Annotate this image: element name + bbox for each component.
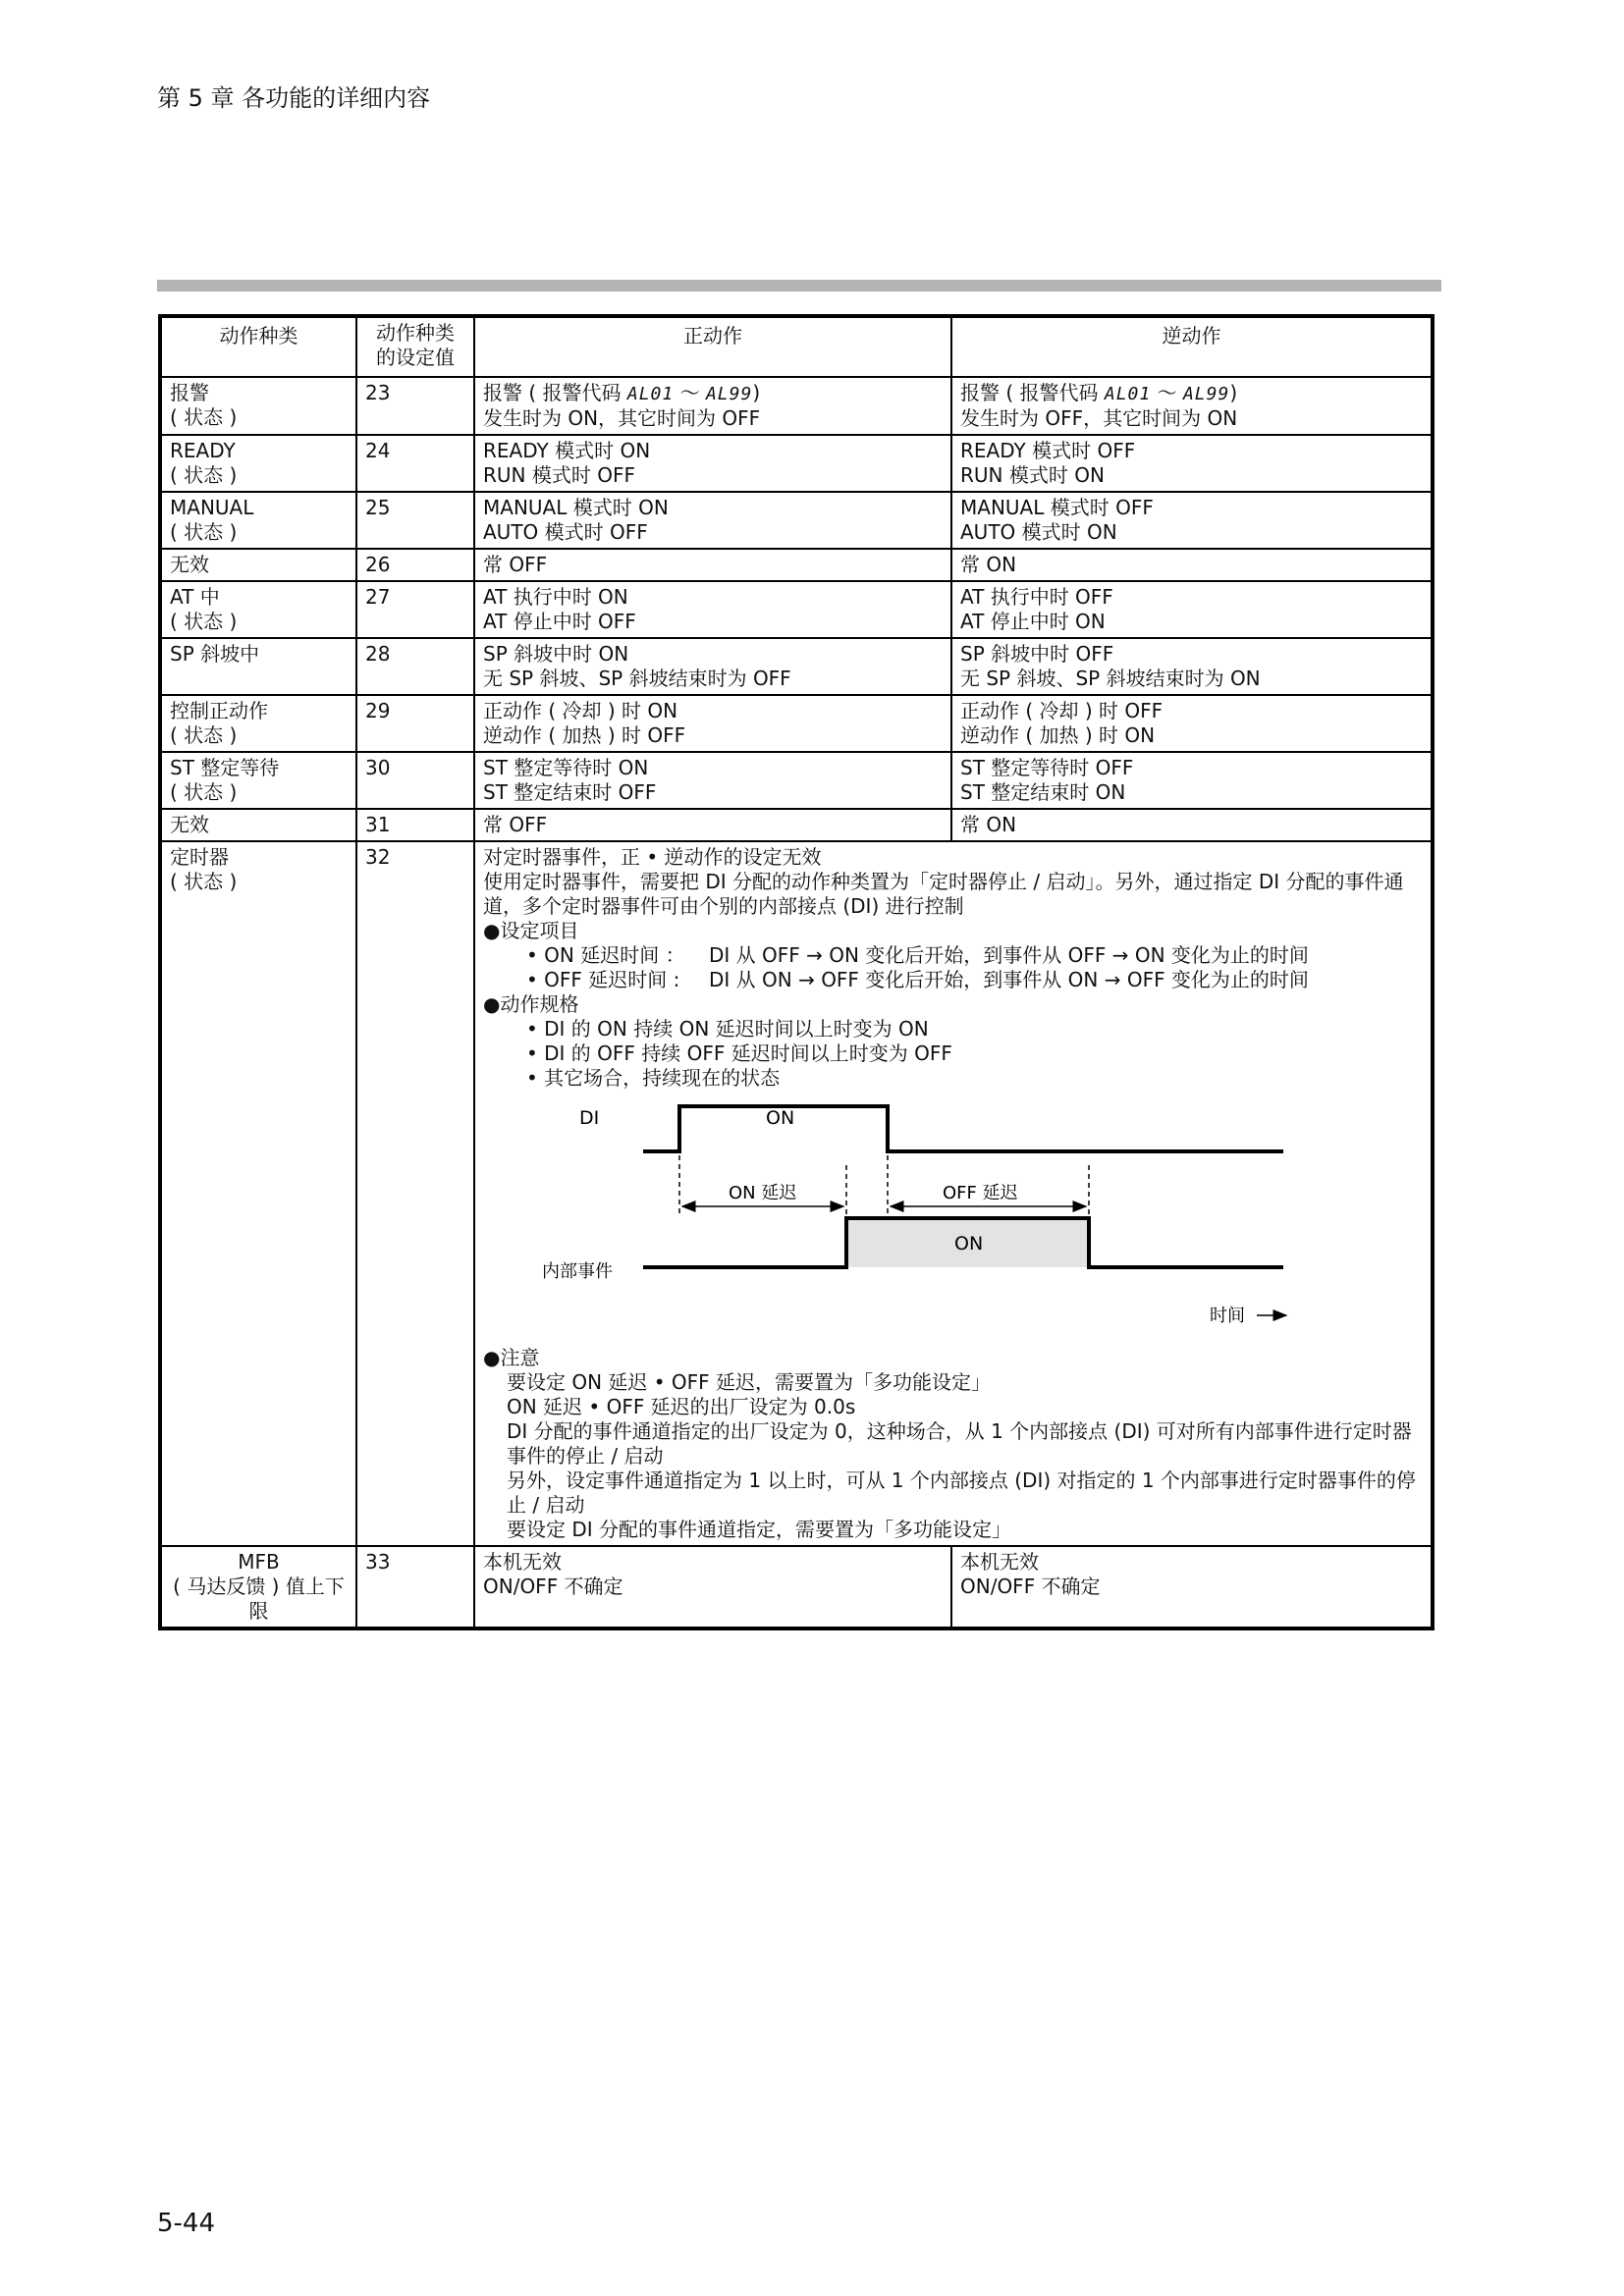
reverse-cell: MANUAL 模式时 OFF AUTO 模式时 ON <box>951 492 1433 549</box>
action-type-table <box>158 314 1435 1630</box>
spec-item: • DI 的 OFF 持续 OFF 延迟时间以上时变为 OFF <box>526 1041 952 1065</box>
timer-intro-1: 对定时器事件，正 • 逆动作的设定无效 <box>483 845 822 869</box>
kind-cell: 控制正动作 ( 状态 ) <box>160 695 356 752</box>
forward-cell: 常 OFF <box>474 809 951 841</box>
value-cell: 25 <box>356 492 474 549</box>
value-cell: 32 <box>356 841 474 1546</box>
value-cell: 26 <box>356 549 474 581</box>
value-cell: 24 <box>356 435 474 492</box>
note-title: ●注意 <box>483 1346 540 1369</box>
setting-on-delay <box>483 943 1427 968</box>
table-row <box>160 549 1433 581</box>
kind-cell: 无效 <box>160 809 356 841</box>
reverse-cell: READY 模式时 OFF RUN 模式时 ON <box>951 435 1433 492</box>
reverse-cell: SP 斜坡中时 OFF 无 SP 斜坡、SP 斜坡结束时为 ON <box>951 638 1433 695</box>
notes-block <box>483 1370 1427 1542</box>
alarm-code: AL01 <box>626 384 675 404</box>
setting-value: DI 从 ON → OFF 变化后开始，到事件从 ON → OFF 变化为止的时间 <box>709 968 1309 991</box>
note-item: 要设定 ON 延迟 • OFF 延迟，需要置为「多功能设定」 <box>507 1370 992 1394</box>
table-row <box>160 752 1433 809</box>
forward-cell: SP 斜坡中时 ON 无 SP 斜坡、SP 斜坡结束时为 OFF <box>474 638 951 695</box>
value-cell: 28 <box>356 638 474 695</box>
note-item: 要设定 DI 分配的事件通道指定，需要置为「多功能设定」 <box>507 1518 1012 1541</box>
timer-intro-2: 使用定时器事件，需要把 DI 分配的动作种类置为「定时器停止 / 启动」。另外，通过指定 DI 分配的事件通道，多个定时器事件可由个别的内部接点 (DI) 进行控制 <box>483 870 1404 918</box>
forward-cell: READY 模式时 ON RUN 模式时 OFF <box>474 435 951 492</box>
chapter-title: 第 5 章 各功能的详细内容 <box>157 84 431 112</box>
forward-cell <box>474 377 951 435</box>
event-signal-label: 内部事件 <box>542 1261 613 1282</box>
note-item: ON 延迟 • OFF 延迟的出厂设定为 0.0s <box>507 1395 856 1418</box>
setting-value: DI 从 OFF → ON 变化后开始，到事件从 OFF → ON 变化为止的时间 <box>709 943 1309 967</box>
alarm-code: AL99 <box>705 384 753 404</box>
table-row <box>160 581 1433 638</box>
kind-cell: SP 斜坡中 <box>160 638 356 695</box>
on-delay-label: ON 延迟 <box>729 1183 797 1203</box>
off-delay-label: OFF 延迟 <box>943 1183 1018 1203</box>
page-number: 5-44 <box>157 2209 216 2238</box>
note-item: DI 分配的事件通道指定的出厂设定为 0，这种场合，从 1 个内部接点 (DI) 可对所有内部事件进行定时器事件的停止 / 启动 <box>507 1419 1412 1468</box>
spec-item: • DI 的 ON 持续 ON 延迟时间以上时变为 ON <box>526 1017 929 1041</box>
forward-cell: 本机无效 ON/OFF 不确定 <box>474 1546 951 1629</box>
forward-cell: 常 OFF <box>474 549 951 581</box>
forward-cell: 正动作 ( 冷却 ) 时 ON 逆动作 ( 加热 ) 时 OFF <box>474 695 951 752</box>
alarm-code: AL99 <box>1182 384 1230 404</box>
reverse-cell: 常 ON <box>951 549 1433 581</box>
alarm-code: AL01 <box>1104 384 1152 404</box>
kind-cell: 报警 ( 状态 ) <box>160 377 356 435</box>
timer-description <box>474 841 1433 1546</box>
table-row <box>160 377 1433 435</box>
forward-cell: ST 整定等待时 ON ST 整定结束时 OFF <box>474 752 951 809</box>
setting-key: • ON 延迟时间 ： <box>526 943 685 967</box>
reverse-cell: ST 整定等待时 OFF ST 整定结束时 ON <box>951 752 1433 809</box>
value-cell: 23 <box>356 377 474 435</box>
value-cell: 29 <box>356 695 474 752</box>
alarm-text: 报警 ( 报警代码 <box>960 381 1105 404</box>
reverse-cell: 正动作 ( 冷却 ) 时 OFF 逆动作 ( 加热 ) 时 ON <box>951 695 1433 752</box>
table-row <box>160 435 1433 492</box>
value-cell: 31 <box>356 809 474 841</box>
col-header-kind: 动作种类 <box>160 316 356 377</box>
kind-cell: AT 中 ( 状态 ) <box>160 581 356 638</box>
table-row <box>160 638 1433 695</box>
alarm-code-line <box>483 381 943 406</box>
di-signal-line <box>643 1106 1283 1151</box>
col-header-value: 动作种类 的设定值 <box>356 316 474 377</box>
kind-cell: 定时器 ( 状态 ) <box>160 841 356 1546</box>
forward-cell: AT 执行中时 ON AT 停止中时 OFF <box>474 581 951 638</box>
reverse-cell: AT 执行中时 OFF AT 停止中时 ON <box>951 581 1433 638</box>
reverse-cell <box>951 377 1433 435</box>
kind-cell: MANUAL ( 状态 ) <box>160 492 356 549</box>
kind-cell: 无效 <box>160 549 356 581</box>
table-row <box>160 492 1433 549</box>
forward-cell: MANUAL 模式时 ON AUTO 模式时 OFF <box>474 492 951 549</box>
di-signal-label: DI <box>579 1107 600 1129</box>
spec-title: ●动作规格 <box>483 992 579 1016</box>
spec-item: • 其它场合，持续现在的状态 <box>526 1066 781 1090</box>
event-on-label: ON <box>954 1233 984 1255</box>
alarm-text: ～ <box>674 381 706 404</box>
table-row-mfb <box>160 1546 1433 1629</box>
col-header-forward: 正动作 <box>474 316 951 377</box>
reverse-cell: 本机无效 ON/OFF 不确定 <box>951 1546 1433 1629</box>
alarm-desc: 发生时为 OFF，其它时间为 ON <box>960 406 1238 430</box>
alarm-desc: 发生时为 ON，其它时间为 OFF <box>483 406 761 430</box>
value-cell: 27 <box>356 581 474 638</box>
di-on-label: ON <box>766 1107 795 1129</box>
table-header-row <box>160 316 1433 377</box>
kind-cell: MFB ( 马达反馈 ) 值上下限 <box>160 1546 356 1629</box>
alarm-code-line <box>960 381 1423 406</box>
table-row <box>160 809 1433 841</box>
note-item: 另外，设定事件通道指定为 1 以上时，可从 1 个内部接点 (DI) 对指定的 1 个内部事进行定时器事件的停止 / 启动 <box>507 1468 1416 1517</box>
table-row <box>160 695 1433 752</box>
reverse-cell: 常 ON <box>951 809 1433 841</box>
alarm-text: ) <box>752 381 761 404</box>
value-cell: 33 <box>356 1546 474 1629</box>
value-cell: 30 <box>356 752 474 809</box>
setting-off-delay <box>483 968 1427 992</box>
table-row-timer <box>160 841 1433 1546</box>
settings-title: ●设定项目 <box>483 919 579 942</box>
kind-cell: ST 整定等待 ( 状态 ) <box>160 752 356 809</box>
alarm-text: 报警 ( 报警代码 <box>483 381 627 404</box>
col-header-reverse: 逆动作 <box>951 316 1433 377</box>
time-axis-label: 时间 <box>1210 1306 1245 1326</box>
section-rule <box>157 280 1441 292</box>
alarm-text: ) <box>1229 381 1238 404</box>
alarm-text: ～ <box>1151 381 1183 404</box>
timing-diagram <box>483 1091 1308 1346</box>
kind-cell: READY ( 状态 ) <box>160 435 356 492</box>
setting-key: • OFF 延迟时间 : <box>526 968 680 991</box>
